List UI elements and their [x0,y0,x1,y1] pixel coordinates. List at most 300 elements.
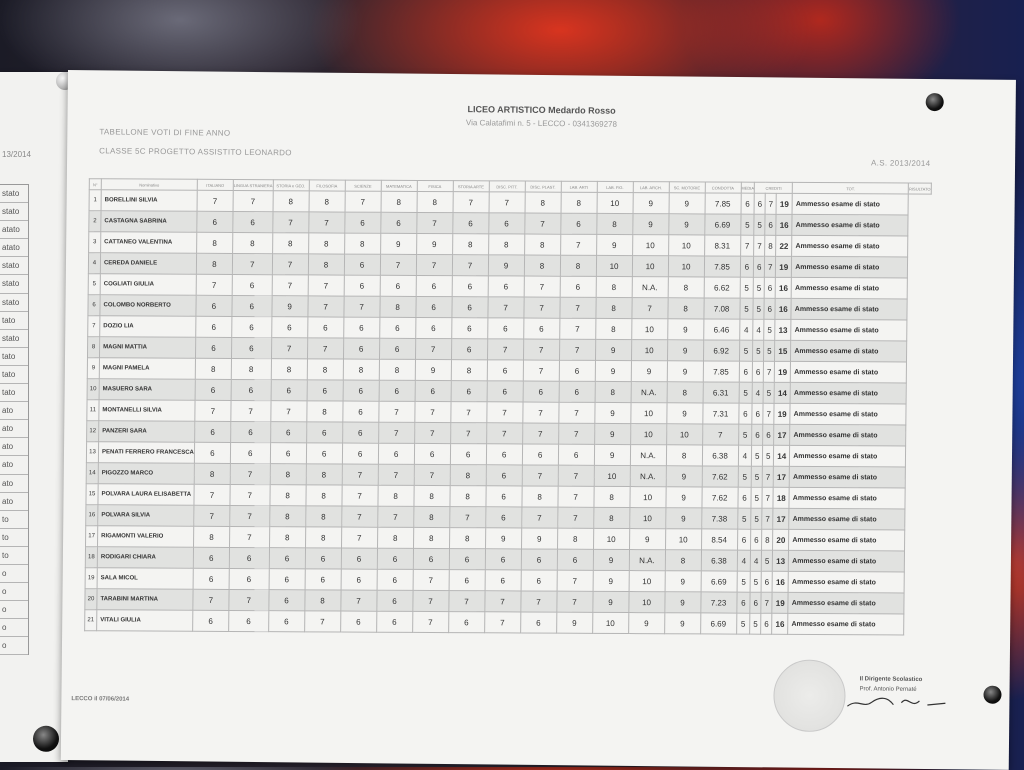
grade-cell: 7 [308,212,344,233]
grade-cell: 8 [488,234,524,255]
adjacent-list-item: ato [0,420,28,438]
grade-cell: 7 [232,253,272,274]
grade-cell: 10 [628,592,664,613]
grade-cell: 6 [449,570,485,591]
grade-cell: 7 [194,505,230,526]
credit-cell: 4 [752,382,763,403]
column-header: TOT. [793,182,909,194]
grade-cell: 6 [268,590,304,611]
credit-cell: 6 [754,256,765,277]
adjacent-list-item: ato [0,475,28,493]
credit-cell: 6 [754,193,765,214]
grade-cell: 7 [416,254,452,275]
media-cell: 7.62 [702,466,738,487]
grade-cell: 6 [269,548,305,569]
grade-cell: 6 [343,380,379,401]
grade-cell: 9 [415,359,451,380]
grade-cell: 8 [379,359,415,380]
grade-cell: 7 [377,506,413,527]
grade-cell: 6 [231,421,271,442]
grade-cell: 9 [594,444,630,465]
grade-cell: 6 [231,337,271,358]
total-credits-cell: 19 [776,193,792,214]
student-number: 2 [89,211,101,232]
grade-cell: 6 [269,569,305,590]
adjacent-list-item: ato [0,493,28,511]
grade-cell: 8 [307,359,343,380]
grade-cell: 6 [415,380,451,401]
grade-cell: 8 [344,233,380,254]
credit-cell: 7 [754,235,765,256]
grades-table [84,178,931,635]
credit-cell: 6 [761,571,772,592]
grade-cell: 9 [594,423,630,444]
result-cell: Ammesso esame di stato [792,193,908,215]
grade-cell: 9 [668,214,704,235]
grade-cell: 10 [629,508,665,529]
result-cell: Ammesso esame di stato [790,445,906,467]
grade-cell: 6 [230,442,270,463]
adjacent-year: 13/2014 [2,150,31,159]
grade-cell: 8 [596,297,632,318]
adjacent-list-item: atato [0,221,28,239]
grade-cell: 6 [344,212,380,233]
grade-cell: 8 [668,298,704,319]
student-name: PANZERI SARA [99,421,195,443]
grade-cell: 6 [231,379,271,400]
credit-cell: 6 [739,361,753,382]
student-name: MONTANELLI SILVIA [99,400,195,422]
student-name: CEREDA DANIELE [100,253,196,275]
grade-cell: 7 [414,401,450,422]
grade-cell: 8 [196,232,232,253]
grade-cell: 8 [449,528,485,549]
grade-cell: 10 [632,235,668,256]
grade-cell: 6 [376,590,412,611]
grade-cell: 7 [230,484,270,505]
column-header: CREDITI [755,182,793,193]
grade-cell: 8 [413,506,449,527]
grade-cell: 10 [593,528,629,549]
credit-cell: 8 [762,529,773,550]
grade-cell: 8 [667,382,703,403]
grade-cell: 6 [557,549,593,570]
credit-cell: 5 [737,571,751,592]
credit-cell: 6 [752,424,763,445]
grade-cell: 7 [560,297,596,318]
grade-cell: 9 [595,339,631,360]
grade-cell: N.A. [629,550,665,571]
credit-cell: 7 [765,193,776,214]
grade-cell: 8 [273,191,309,212]
student-number: 19 [85,568,97,589]
grade-cell: 7 [524,276,560,297]
grade-cell: 8 [593,507,629,528]
grade-cell: 9 [380,233,416,254]
grade-cell: 6 [270,422,306,443]
grade-cell: 9 [664,613,700,634]
media-cell: 6.69 [701,571,737,592]
credit-cell: 7 [763,403,774,424]
student-name: TARABINI MARTINA [97,589,193,611]
grade-cell: 9 [667,319,703,340]
column-header: Nominativo [101,179,197,191]
total-credits-cell: 16 [775,277,791,298]
grade-cell: 7 [558,423,594,444]
grade-cell: 6 [380,275,416,296]
credit-cell: 7 [762,508,773,529]
grade-cell: 8 [305,527,341,548]
grade-cell: 8 [269,527,305,548]
adjacent-list-item: o [0,601,28,619]
grade-cell: 8 [595,381,631,402]
student-name: DOZIO LIA [100,316,196,338]
grade-cell: 9 [669,193,705,214]
column-header: LAB. FIG. [597,181,633,192]
grade-cell: 10 [594,465,630,486]
grade-cell: 8 [306,401,342,422]
media-cell: 6.46 [703,319,739,340]
student-name: MASUERO SARA [99,379,195,401]
grade-cell: 9 [631,361,667,382]
grade-cell: 6 [414,443,450,464]
adjacent-list-item: stato [0,185,28,203]
grade-cell: 6 [449,549,485,570]
grade-cell: 7 [557,507,593,528]
credit-cell: 4 [753,319,764,340]
grade-cell: 7 [229,589,269,610]
total-credits-cell: 16 [776,214,792,235]
column-header: MATEMATICA [381,180,417,191]
column-header: SCIENZE [345,180,381,191]
grade-cell: 7 [271,338,307,359]
grade-cell: 6 [344,275,380,296]
grade-cell: 8 [306,464,342,485]
grade-cell: 7 [524,297,560,318]
result-cell: Ammesso esame di stato [791,298,907,320]
media-cell: 7.38 [701,508,737,529]
result-cell: Ammesso esame di stato [788,613,904,635]
column-header: MEDIA [741,182,755,193]
result-cell: Ammesso esame di stato [791,361,907,383]
grade-cell: 9 [665,571,701,592]
student-number: 1 [89,190,101,211]
grade-cell: 9 [666,487,702,508]
grade-cell: N.A. [630,466,666,487]
grade-cell: 7 [488,297,524,318]
grade-cell: 6 [559,381,595,402]
result-cell: Ammesso esame di stato [790,382,906,404]
grade-cell: 7 [450,402,486,423]
student-name: RIGAMONTI VALERIO [98,526,194,548]
credit-cell: 7 [762,466,773,487]
grade-cell: 9 [666,466,702,487]
column-header: RISULTATO [909,183,932,194]
grade-cell: 6 [488,213,524,234]
grade-cell: 7 [340,590,376,611]
grade-cell: 8 [195,358,231,379]
grade-cell: 7 [412,590,448,611]
student-name: PENATI FERRERO FRANCESCA [98,442,194,464]
credit-cell: 6 [736,592,750,613]
credit-cell: 6 [741,193,755,214]
grade-cell: 9 [632,214,668,235]
media-cell: 6.31 [703,382,739,403]
credit-cell: 5 [737,508,751,529]
pushpin-icon [33,726,59,752]
credit-cell: 5 [763,445,774,466]
grade-cell: 7 [193,589,229,610]
grade-cell: 8 [560,255,596,276]
grade-cell: 8 [271,359,307,380]
grade-cell: 6 [379,317,415,338]
column-header: CONDOTTA [705,182,741,193]
grade-cell: 7 [484,591,520,612]
adjacent-list-item: to [0,511,28,529]
grade-cell: 7 [559,339,595,360]
student-number: 8 [87,337,99,358]
grade-cell: 6 [229,610,269,631]
media-cell: 7.85 [704,256,740,277]
grade-cell: 7 [194,484,230,505]
grade-cell: 9 [595,360,631,381]
media-cell: 6.62 [704,277,740,298]
media-cell: 6.38 [702,445,738,466]
result-cell: Ammesso esame di stato [792,214,908,236]
grade-cell: 7 [632,298,668,319]
grade-cell: 8 [451,360,487,381]
grade-cell: 10 [631,340,667,361]
column-header: LAB. ARCH. [633,182,669,193]
grade-cell: 7 [412,611,448,632]
student-number: 9 [87,358,99,379]
student-number: 18 [85,547,97,568]
grade-cell: 6 [232,316,272,337]
grade-cell: 7 [489,192,525,213]
adjacent-list-item: to [0,547,28,565]
grade-cell: 6 [196,295,232,316]
grade-cell: 7 [524,213,560,234]
grade-cell: 6 [194,442,230,463]
total-credits-cell: 22 [776,235,792,256]
student-name: SALA MICOL [97,568,193,590]
grade-cell: 6 [560,276,596,297]
credit-cell: 4 [751,550,762,571]
grade-cell: 7 [523,339,559,360]
grade-cell: 6 [379,380,415,401]
grade-cell: 6 [197,211,233,232]
credit-cell: 5 [738,466,752,487]
grade-cell: 6 [342,443,378,464]
total-credits-cell: 19 [776,256,792,277]
signature-mark [841,690,951,713]
result-cell: Ammesso esame di stato [791,319,907,341]
grade-cell: 8 [196,253,232,274]
grade-cell: 7 [523,360,559,381]
credit-cell: 8 [765,235,776,256]
credit-cell: 6 [764,298,775,319]
result-cell: Ammesso esame di stato [789,487,905,509]
credit-cell: 6 [752,403,763,424]
grade-cell: 6 [486,486,522,507]
total-credits-cell: 16 [775,298,791,319]
grade-cell: 8 [378,485,414,506]
grade-cell: 8 [595,318,631,339]
credit-cell: 5 [751,487,762,508]
column-header: LINGUA STRANIERA [233,179,273,190]
credit-cell: 7 [762,487,773,508]
credit-cell: 6 [764,277,775,298]
result-cell: Ammesso esame di stato [791,277,907,299]
grade-cell: 6 [487,318,523,339]
credit-cell: 6 [753,361,764,382]
grade-cell: 9 [667,361,703,382]
grade-cell: 8 [452,234,488,255]
grade-cell: 9 [667,340,703,361]
student-number: 6 [88,295,100,316]
credit-cell: 5 [736,613,750,634]
school-stamp [773,659,846,732]
student-number: 17 [86,526,98,547]
grade-cell: 9 [488,255,524,276]
result-cell: Ammesso esame di stato [789,508,905,530]
grade-cell: 7 [307,338,343,359]
grade-cell: 7 [344,296,380,317]
grade-cell: 7 [304,611,340,632]
grade-cell: 7 [342,485,378,506]
media-cell: 7.08 [704,298,740,319]
result-cell: Ammesso esame di stato [788,571,904,593]
credit-cell: 4 [737,550,751,571]
grade-cell: 9 [485,528,521,549]
grade-cell: 9 [593,549,629,570]
adjacent-list-item: stato [0,203,28,221]
grade-cell: 8 [414,485,450,506]
grade-cell: 7 [450,423,486,444]
grade-cell: 6 [343,338,379,359]
student-name: MAGNI MATTIA [99,337,195,359]
grade-cell: 6 [342,422,378,443]
credit-cell: 5 [751,508,762,529]
grade-cell: 7 [378,464,414,485]
adjacent-list-item: to [0,529,28,547]
grade-cell: 6 [193,610,229,631]
grade-cell: 10 [666,424,702,445]
grade-cell: 6 [196,316,232,337]
grade-cell: 6 [523,318,559,339]
grade-cell: 7 [413,569,449,590]
column-header: FILOSOFIA [309,180,345,191]
grade-cell: 6 [416,275,452,296]
grade-cell: 9 [596,234,632,255]
grade-cell: 8 [596,213,632,234]
grade-cell: 6 [488,276,524,297]
grade-cell: 6 [521,549,557,570]
grade-cell: 7 [448,591,484,612]
credit-cell: 5 [739,340,753,361]
student-number: 5 [88,274,100,295]
grade-cell: 6 [343,317,379,338]
school-address: Via Calatafimi n. 5 - LECCO - 0341369278 [465,118,618,129]
grade-cell: 7 [270,401,306,422]
credit-cell: 6 [740,256,754,277]
total-credits-cell: 19 [772,592,788,613]
grade-cell: 7 [341,527,377,548]
adjacent-sheet [0,72,68,762]
grade-cell: 8 [309,191,345,212]
grade-cell: 6 [229,547,269,568]
adjacent-list-item: ato [0,456,28,474]
credit-cell: 6 [761,613,772,634]
grade-cell: 10 [629,571,665,592]
grade-cell: 7 [558,402,594,423]
grade-cell: 7 [308,296,344,317]
grade-cell: 6 [487,360,523,381]
media-cell: 6.38 [701,550,737,571]
adjacent-list-item: ato [0,438,28,456]
grade-cell: 6 [232,295,272,316]
credit-cell: 5 [740,298,754,319]
grade-cell: 6 [305,548,341,569]
grade-cell: 9 [664,592,700,613]
grade-cell: 6 [307,317,343,338]
total-credits-cell: 17 [774,424,790,445]
total-credits-cell: 19 [775,361,791,382]
grade-cell: 10 [597,192,633,213]
grade-cell: 6 [486,444,522,465]
grade-cell: 7 [414,422,450,443]
credit-cell: 5 [753,277,764,298]
column-header: STORIA ARTE [453,181,489,192]
student-name: COLOMBO NORBERTO [100,295,196,317]
student-name: VITALI GIULIA [97,610,193,632]
adjacent-list-item: tato [0,384,28,402]
adjacent-list-item: o [0,637,28,655]
grade-cell: 6 [485,570,521,591]
grade-cell: 9 [416,233,452,254]
grade-cell: 6 [523,381,559,402]
grade-cell: 6 [413,548,449,569]
grade-cell: 8 [417,191,453,212]
grade-cell: 7 [380,254,416,275]
grade-cell: 9 [665,508,701,529]
result-cell: Ammesso esame di stato [789,466,905,488]
result-cell: Ammesso esame di stato [792,235,908,257]
credit-cell: 6 [738,403,752,424]
total-credits-cell: 16 [772,571,788,592]
credit-cell: 6 [738,487,752,508]
column-header: FISICA [417,180,453,191]
grade-cell: 6 [451,318,487,339]
grade-cell: 7 [233,190,273,211]
credit-cell: 5 [764,340,775,361]
grade-cell: 6 [558,444,594,465]
grade-cell: 7 [486,423,522,444]
result-cell: Ammesso esame di stato [788,592,904,614]
student-number: 14 [86,463,98,484]
grade-cell: 6 [376,611,412,632]
grade-cell: 9 [629,529,665,550]
total-credits-cell: 16 [772,613,788,634]
column-header: ITALIANO [197,179,233,190]
grade-cell: 7 [521,507,557,528]
grade-cell: 7 [522,465,558,486]
total-credits-cell: 17 [773,508,789,529]
grade-cell: 6 [378,443,414,464]
grade-cell: 8 [308,254,344,275]
grade-cell: 8 [450,486,486,507]
grade-cell: 8 [666,445,702,466]
